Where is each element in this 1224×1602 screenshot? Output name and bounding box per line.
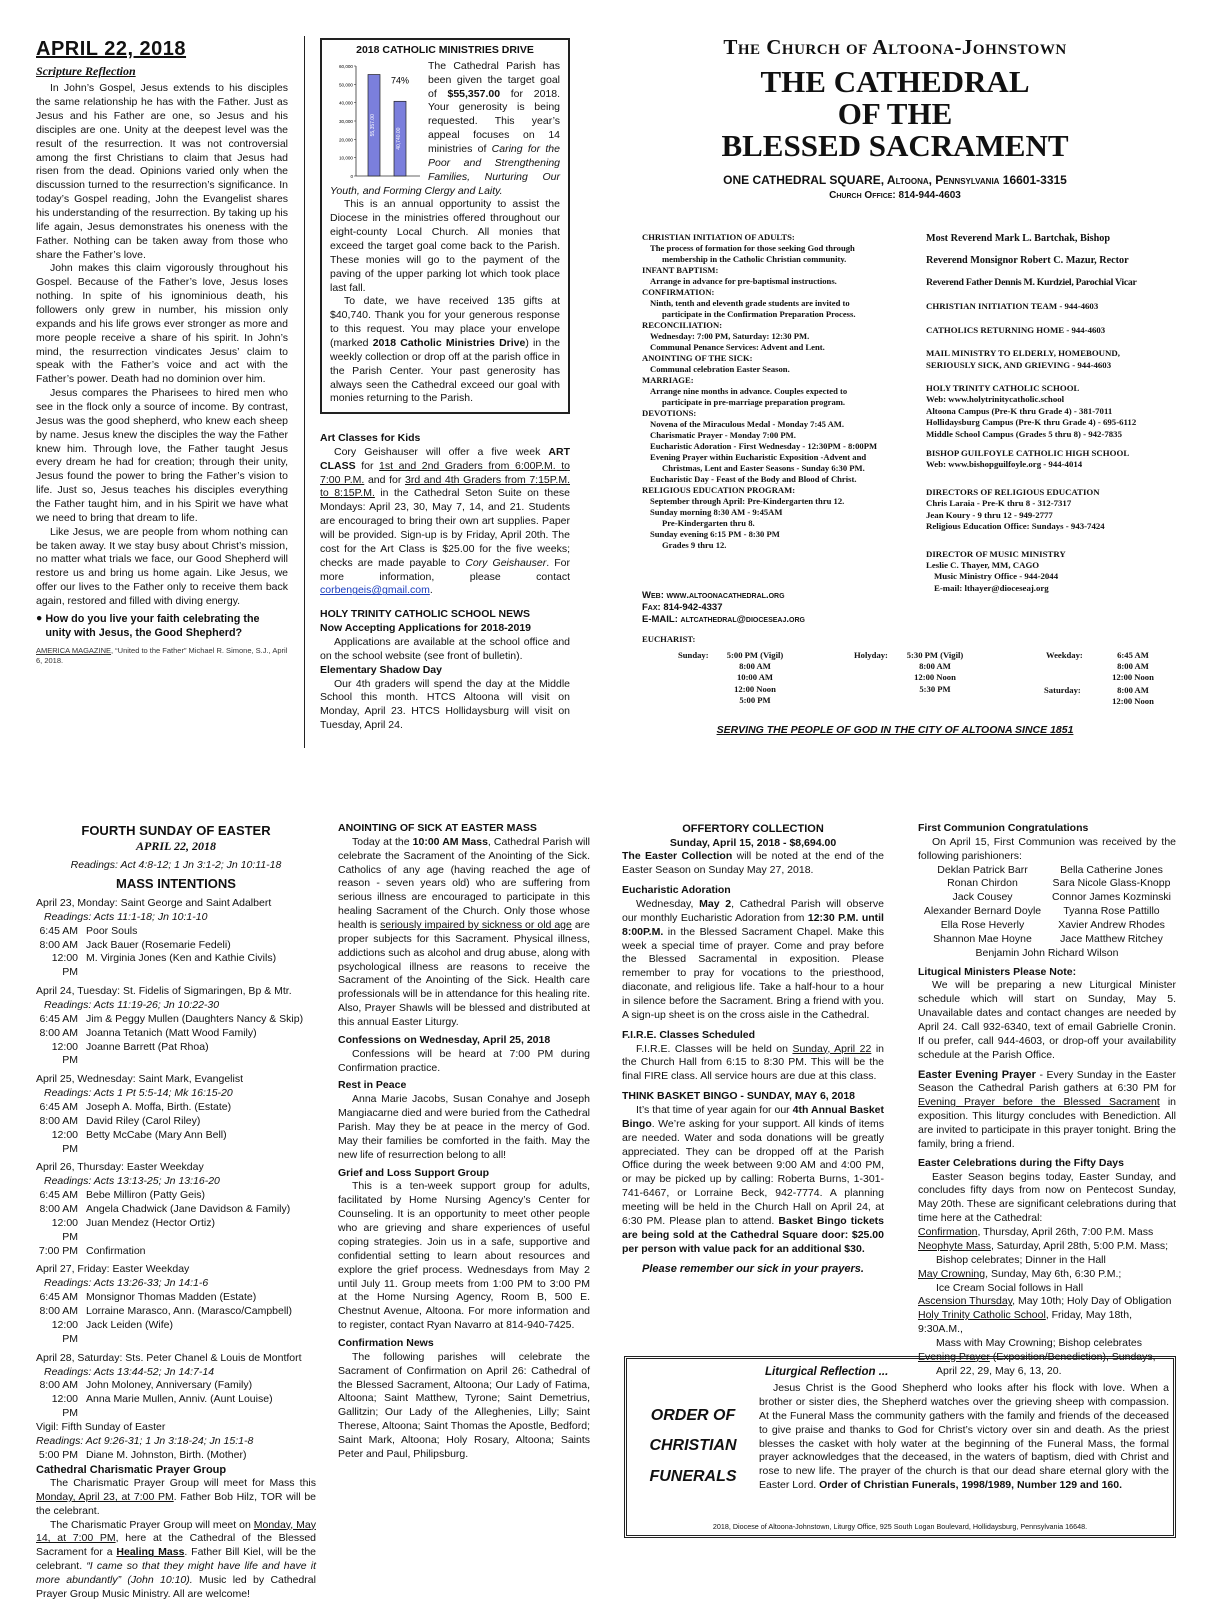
art-and-school-column: [320, 432, 570, 733]
easter-collection: The Easter Collection will be noted at the end of the Easter Season on Sunday May 27, 2018.: [622, 850, 884, 877]
sacrament-heading: CHRISTIAN INITIATION OF ADULTS:: [642, 232, 795, 242]
mass-days: [36, 897, 316, 1421]
masthead: [600, 34, 1190, 203]
col4: [918, 822, 1176, 1379]
music-line: E-mail: lthayer@dioceseaj.org: [934, 582, 1049, 593]
sacrament-line: Wednesday: 7:00 PM, Saturday: 12:30 PM.: [650, 331, 810, 341]
htcs-heading: HOLY TRINITY CATHOLIC SCHOOL: [926, 382, 1080, 393]
sacrament-line: September through April: Pre-Kindergarten thru 12.: [650, 496, 845, 506]
adoration-para: Wednesday, May 2, Cathedral Parish will observe our monthly Eucharistic Adoration from 12:30 P.M. until 8:00P.M. in the Blessed Sacrament Chapel. Make this week a special time of prayer. Come and pray before the Blessed Sacramental in exposition. Please remember to pray for vocations to the priesthood, diaconate, and religious life. Take a half-hour to a hour in silence before the Sacrament. Bring a friend with you. A sign-up sheet is on the cross aisle in the Cathedral.: [622, 897, 885, 1021]
art-para: Cory Geishauser will offer a five week ART CLASS for 1st and 2nd Graders from 6:00P.M. to 7:00 P.M. and for 3rd and 4th Graders from 7:15P.M. to 8:15P.M. in the Cathedral Seton Suite on these Mondays: April 23, 30, May 7, 14, and 21. Students are encouraged to bring their own art supplies. Paper will be provided. Sign-up is by Friday, April 20th. The cost for the Art Class is $25.00 for the five weeks; checks are made payable to Cory Geishauser. For more information, please contact corbengeis@gmail.com.: [320, 445, 571, 597]
drive-title: 2018 CATHOLIC MINISTRIES DRIVE: [356, 44, 534, 56]
sunday-times: [712, 650, 798, 706]
communicant-name: Deklan Patrick Barr: [937, 863, 1028, 876]
drive-para-2: This is an annual opportunity to assist the Diocese in the ministries offered throughout our eight-county Local Church. All monies that exceed the target goal come back to the Parish. These monies will go to the payment of the paving of the upper parking lot which took place last fall.: [330, 198, 560, 294]
rest-para: Anna Marie Jacobs, Susan Conahye and Joseph Mangiacarne died and were buried from the Cathedral Parish. May they be at peace in the mercy of God. May their families be comforted in the faith. May the new life of resurrection belong to all!: [338, 1093, 590, 1161]
mass-intention: John Moloney, Anniversary (Family): [86, 1379, 253, 1392]
celebration-detail: , May 10th; Holy Day of Obligation: [1012, 1295, 1172, 1308]
col3: [622, 822, 884, 1277]
grief-para: This is a ten-week support group for adults, facilitated by Home Nursing Agency’s Center for Counseling. It is an opportunity to meet other people who are grieving and share experiences of useful coping strategies. Join us in a safe, supportive and confidential setting to learn about resources and explore the grief process. Wednesdays from May 2 until July 11. Group meets from 1:00 PM to 3:00 PM at the Home Nursing Agency, Room B, 500 E. Chestnut Avenue, Altoona. For more information and to register, contact Ryan Navarro at 814-940-7425.: [338, 1180, 590, 1332]
sacrament-line: participate in pre-marriage preparation program.: [662, 397, 846, 407]
parochial-vicar: Reverend Father Dennis M. Kurdziel, Parochial Vicar: [926, 276, 1137, 288]
funerals-box: [624, 1356, 1176, 1538]
grief-title: Grief and Loss Support Group: [338, 1166, 490, 1179]
celebration-name: Confirmation: [918, 1226, 978, 1239]
htcs-sub-1: Now Accepting Applications for 2018-2019: [320, 622, 532, 635]
mass-day-readings: Readings: Acts 13:13-25; Jn 13:16-20: [44, 1175, 220, 1188]
sacrament-line: Arrange nine months in advance. Couples expected to: [650, 386, 848, 396]
sacrament-line: Eucharistic Adoration - First Wednesday - 12:30PM - 8:00PM: [650, 441, 878, 451]
celebration-name: Evening Prayer: [918, 1350, 990, 1363]
saturday-label: Saturday:: [1044, 685, 1081, 695]
communicant-name: Shannon Mae Hoyne: [933, 932, 1032, 945]
ministers-title: Litugical Ministers Please Note:: [918, 965, 1077, 978]
mass-intention: Joanne Barrett (Pat Rhoa): [86, 1040, 209, 1053]
bg-heading: BISHOP GUILFOYLE CATHOLIC HIGH SCHOOL: [926, 448, 1130, 459]
sacrament-line: Christmas, Lent and Easter Seasons - Sunday 6:30 PM.: [662, 463, 865, 473]
anointing-para: Today at the 10:00 AM Mass, Cathedral Parish will celebrate the Sacrament of the Anointing of the Sick. Catholics of any age (having reached the age of reason - seven years old) who are suffering from serious illness are encouraged to participate in this healing Sacrament of the Church. Only those whose health is seriously impaired by sickness or old age are proper subjects for this Sacrament. Physical illness, addictions such as alcohol and drug abuse, along with psychological illness are reasons to receive the Sacrament of the Anointing of the Sick. Health care professionals will be in attendance for this healing rite. Also, Prayer Shawls will be blessed and distributed at this annual Easter Liturgy.: [338, 835, 591, 1029]
reflection-para-4: Like Jesus, we are people from whom nothing can be taken away. It we stay busy about Christ’s mission, no matter what trials we face, our Good Shepherd will restore us and bring us home again. Like Jesus, we offer our lives to the Father only to receive them back again, restored and filled with diving energy.: [36, 525, 288, 608]
confessions-para: Confessions will be heard at 7:00 PM during Confirmation practice.: [338, 1047, 590, 1074]
sunday-time: 10:00 AM: [736, 672, 774, 683]
mass-entry: [36, 939, 316, 953]
cathedral-name-1: THE CATHEDRAL: [760, 63, 1030, 99]
mass-intention: David Riley (Carol Riley): [86, 1114, 201, 1127]
sacrament-line: Communal celebration Easter Season.: [650, 364, 790, 374]
chart-tick-label: 30,000: [338, 118, 353, 124]
celebration-detail: , Thursday, April 26th, 7:00 P.M. Mass: [977, 1226, 1154, 1239]
communicant-name: Sara Nicole Glass-Knopp: [1052, 877, 1171, 890]
adoration-title: Eucharistic Adoration: [622, 884, 731, 897]
mass-time: 6:45 AM: [39, 924, 78, 937]
sacrament-line: Sunday evening 6:15 PM - 8:30 PM: [650, 529, 780, 539]
mass-entry: [36, 1203, 316, 1217]
chart-tick-label: 60,000: [338, 63, 353, 69]
vigil-readings: Readings: Act 9:26-31; 1 Jn 3:18-24; Jn 15:1-8: [36, 1434, 254, 1447]
confessions-title: Confessions on Wednesday, April 25, 2018: [338, 1033, 551, 1046]
communicant-name: Jace Matthew Ritchey: [1060, 932, 1163, 945]
charismatic-para-1: The Charismatic Prayer Group will meet for Mass this Monday, April 23, at 7:00 PM. Father Bob Hilz, TOR will be the celebrant.: [36, 1477, 316, 1517]
holyday-time: 12:00 Noon: [914, 672, 956, 683]
chart-tick-label: 0: [350, 173, 353, 179]
reflection-question: ● How do you live your faith celebrating the unity with Jesus, the Good Shepherd?: [36, 611, 260, 640]
celebration-name: May Crowning: [918, 1267, 986, 1280]
celebration-item: [918, 1268, 1176, 1282]
weekday-time: 8:00 AM: [1117, 661, 1149, 672]
communicant-name: Ronan Chirdon: [947, 877, 1018, 890]
mass-day-title: April 27, Friday: Easter Weekday: [36, 1263, 190, 1276]
htcs-para-2: Our 4th graders will spend the day at the Middle School this month. HTCS Altoona will visit on Monday, April 23. HTCS Hollidaysburg will visit on Tuesday, April 24.: [320, 677, 570, 732]
mass-entry: [36, 1379, 316, 1393]
eucharist-heading: EUCHARIST:: [642, 634, 696, 644]
sacrament-line: Sunday morning 8:30 AM - 9:45AM: [650, 507, 783, 517]
office-phone: Church Office: 814-944-4603: [829, 190, 961, 202]
chart-tick-label: 40,000: [338, 100, 353, 106]
celebration-item: [918, 1309, 1176, 1337]
htcs-sub-2: Elementary Shadow Day: [320, 663, 442, 676]
ministers-para: We will be preparing a new Liturgical Minister schedule which will start on Sunday, May 5. Unavailable dates and contact changes are needed by April 24. Call 932-6340, text of email Gabrielle Cronin. If ou prefer, call 944-4603, or drop-off your availability schedule at the Parish Office.: [918, 979, 1176, 1061]
sacrament-line: participate in the Confirmation Preparation Process.: [662, 309, 856, 319]
music-line: Music Ministry Office - 944-2044: [934, 571, 1059, 582]
communicant-name: Alexander Bernard Doyle: [923, 905, 1042, 918]
sunday-time: 5:00 PM: [739, 694, 771, 705]
sacrament-line: Charismatic Prayer - Monday 7:00 PM.: [650, 430, 796, 440]
mass-entry: [36, 1319, 316, 1347]
mass-entry: [36, 1217, 316, 1245]
scripture-column: [36, 36, 288, 666]
htcs-line: Middle School Campus (Grades 5 thru 8) - 942-7835: [926, 428, 1122, 439]
drive-para-3: To date, we have received 135 gifts at $40,740. Thank you for your generous response to this request. You may place your envelope (marked 2018 Catholic Ministries Drive) in the weekly collection or drop off at the parish office in the Parish Center. Your past generosity has always seen the Cathedral exceed our goal with monies returning to the Parish.: [330, 295, 561, 405]
mass-entry: [36, 952, 316, 980]
sacrament-line: Ninth, tenth and eleventh grade students are invited to: [650, 298, 850, 308]
mass-intention: Betty McCabe (Mary Ann Bell): [86, 1128, 227, 1141]
reflection-source: AMERICA MAGAZINE, “United to the Father” Michael R. Simone, S.J., April 6, 2018.: [36, 646, 288, 666]
website[interactable]: Web: www.altoonacathedral.org: [642, 590, 785, 601]
bishop: Most Reverend Mark L. Bartchak, Bishop: [926, 233, 1111, 244]
ministries-drive-box: [320, 38, 570, 414]
mass-intention: Monsignor Thomas Madden (Estate): [86, 1291, 257, 1304]
evening-prayer-para: Easter Evening Prayer - Every Sunday in the Easter Season the Cathedral Parish gathers at 6:30 PM for Evening Prayer before the Blessed Sacrament in exposition. This liturgy concludes with Benediction. All are invited to participate in this prayer tonight. Bring the family, bring a friend.: [918, 1068, 1176, 1150]
mass-entry: [36, 1013, 316, 1027]
celebration-item: [918, 1282, 1176, 1296]
htcs-title: HOLY TRINITY CATHOLIC SCHOOL NEWS: [320, 608, 531, 621]
sick-prayer: Please remember our sick in your prayers.: [642, 1263, 864, 1276]
holyday-time: 5:30 PM (Vigil): [906, 650, 964, 660]
rest-title: Rest in Peace: [338, 1079, 407, 1092]
chart-tick-label: 10,000: [338, 155, 353, 161]
bingo-title: THINK BASKET BINGO - SUNDAY, MAY 6, 2018: [622, 1090, 856, 1103]
mass-time: 12:00 PM: [51, 952, 78, 979]
mass-time: 6:45 AM: [39, 1291, 78, 1304]
mass-intention: Angela Chadwick (Jane Davidson & Family): [86, 1203, 291, 1216]
sacrament-line: The process of formation for those seeking God through: [650, 243, 855, 253]
sunday-title: FOURTH SUNDAY OF EASTER: [81, 823, 271, 838]
mass-time: 7:00 PM: [38, 1244, 78, 1257]
mass-intentions-column: [36, 822, 316, 1602]
htcs-lines: [926, 394, 1186, 440]
returning-home: CATHOLICS RETURNING HOME - 944-4603: [926, 324, 1106, 335]
drive-chart: [330, 60, 422, 184]
celebrations-title: Easter Celebrations during the Fifty Days: [918, 1156, 1124, 1169]
sacrament-line: Communal Penance Services: Advent and Lent.: [650, 342, 825, 352]
weekday-label: Weekday:: [1046, 650, 1083, 660]
mass-intention: Poor Souls: [86, 924, 138, 937]
celebration-item: [918, 1240, 1176, 1254]
art-title: Art Classes for Kids: [320, 432, 421, 444]
mass-day-title: April 25, Wednesday: Saint Mark, Evangelist: [36, 1073, 243, 1086]
mass-entry: [36, 1393, 316, 1421]
celebration-name: Ascension Thursday: [918, 1295, 1013, 1308]
chart-tick-label: 20,000: [338, 137, 353, 143]
sacrament-line: Arrange in advance for pre-baptismal instructions.: [650, 276, 837, 286]
communicant-name: Ella Rose Heverly: [940, 919, 1025, 932]
celebration-detail: , Sunday, May 6th, 6:30 P.M.;: [985, 1267, 1122, 1280]
initiation-team: CHRISTIAN INITIATION TEAM - 944-4603: [926, 301, 1099, 312]
mass-time: 12:00 PM: [51, 1393, 78, 1420]
celebration-item: [918, 1254, 1176, 1268]
sacrament-heading: RELIGIOUS EDUCATION PROGRAM:: [642, 485, 796, 495]
mass-time: 8:00 AM: [39, 1026, 78, 1039]
mass-time: 12:00 PM: [51, 1040, 78, 1067]
reflection-para-1: In John’s Gospel, Jesus extends to his disciples the same relationship he has with the Father. Just as Jesus and his Father are one, so Jesus and his disciples are one. Unity at the deepest level was the result of the resurrection. It was not controversial among the first Christians to claim that Jesus had risen from the dead. Opinions varied only when the discussion turned to the resurrection’s significance. In today’s Gospel reading, John the Evangelist shares his understanding of the resurrection. By taking up his life again, Jesus demonstrates his oneness with the Father. Nothing can be taken away from those who share the Father’s love.: [36, 82, 288, 261]
sacrament-line: membership in the Catholic Christian community.: [662, 254, 847, 264]
mass-entry: [36, 1189, 316, 1203]
clergy-contacts: [926, 232, 1186, 594]
mail-ministry-2: SERIOUSLY SICK, AND GRIEVING - 944-4603: [926, 359, 1112, 370]
diocese-name: The Church of Altoona-Johnstown: [723, 35, 1067, 59]
weekday-time: 12:00 Noon: [1112, 672, 1154, 683]
email[interactable]: E-MAIL: altcathedral@dioceseaj.org: [642, 613, 805, 625]
saturday-time: 12:00 Noon: [1112, 696, 1154, 707]
htcs-line: Altoona Campus (Pre-K thru Grade 4) - 381-7011: [926, 405, 1113, 416]
chart-tick-label: 50,000: [338, 82, 353, 88]
address: ONE CATHEDRAL SQUARE, Altoona, Pennsylvania 16601-3315: [723, 173, 1067, 188]
vigil-title: Vigil: Fifth Sunday of Easter: [36, 1420, 166, 1433]
dre-line: Chris Laraia - Pre-K thru 8 - 312-7317: [926, 498, 1072, 509]
first-communion-para: On April 15, First Communion was received by the following parishioners:: [918, 835, 1176, 862]
mass-intentions-heading: MASS INTENTIONS: [116, 875, 236, 891]
mass-intention: Bebe Milliron (Patty Geis): [86, 1189, 206, 1202]
dre-line: Religious Education Office: Sundays - 943-7424: [926, 521, 1105, 532]
mass-time: 8:00 AM: [39, 1305, 78, 1318]
weekday-time: 6:45 AM: [1117, 650, 1149, 660]
funerals-label: ORDER OF CHRISTIAN FUNERALS: [649, 1407, 737, 1485]
sunday-date: APRIL 22, 2018: [136, 839, 216, 854]
mass-time: 8:00 AM: [39, 938, 78, 951]
sacrament-heading: INFANT BAPTISM:: [642, 265, 719, 275]
htcs-line: Web: www.holytrinitycatholic.school: [926, 394, 1065, 405]
offertory-amount: Sunday, April 15, 2018 - $8,694.00: [669, 836, 837, 849]
fire-title: F.I.R.E. Classes Scheduled: [622, 1028, 756, 1041]
mass-time: 12:00 PM: [51, 1128, 78, 1155]
funerals-text: [759, 1365, 1169, 1493]
mass-intention: Anna Marie Mullen, Anniv. (Aunt Louise): [86, 1393, 273, 1406]
weekday-times: [1098, 650, 1168, 684]
sacrament-line: Grades 9 thru 12.: [662, 540, 727, 550]
htcs-para-1: Applications are available at the school office and on the school website (see front of bulletin).: [320, 636, 570, 662]
mass-time: 8:00 AM: [39, 1114, 78, 1127]
reflection-para-2: John makes this claim vigorously throughout his Gospel. Because of the Father’s love, Jesus loses nothing. In spite of his ignominious death, his followers only grew in number, his mission only expands and his life grows ever stronger as more and more people receive a share of his spirit. In John’s mind, the resurrection vindicates Jesus’ claim to speak with the Father’s voice and act with the Father’s power. Death had no dominion over him.: [36, 262, 288, 386]
chart-percent-label: 74%: [390, 75, 410, 86]
mass-entry: [36, 1129, 316, 1157]
celebration-detail: April 22, 29, May 6, 13, 20.: [936, 1364, 1062, 1377]
first-communion-title: First Communion Congratulations: [918, 822, 1089, 834]
anointing-title: ANOINTING OF SICK AT EASTER MASS: [338, 822, 537, 834]
mass-intention: Jack Bauer (Rosemarie Fedeli): [86, 938, 231, 951]
sacrament-heading: MARRIAGE:: [642, 375, 694, 385]
mass-day-readings: Readings: Acts 11:1-18; Jn 10:1-10: [44, 910, 208, 923]
art-email-link[interactable]: corbengeis@gmail.com: [320, 584, 430, 597]
mass-time: 12:00 PM: [51, 1216, 78, 1243]
funeral-title: Liturgical Reflection ...: [765, 1366, 889, 1378]
holyday-times: [890, 650, 980, 695]
offertory-title: OFFERTORY COLLECTION: [682, 823, 824, 835]
celebration-name: Neophyte Mass: [918, 1239, 991, 1252]
mass-intention: Jim & Peggy Mullen (Daughters Nancy & Skip): [86, 1012, 304, 1025]
fire-para: F.I.R.E. Classes will be held on Sunday, April 22 in the Church Hall from 6:15 to 8:30 PM. This will be the final FIRE class. All service hours are due at this class.: [622, 1042, 884, 1083]
bg-line: Web: www.bishopguilfoyle.org - 944-4014: [926, 459, 1083, 470]
dre-heading: DIRECTORS OF RELIGIOUS EDUCATION: [926, 486, 1100, 497]
mass-intention: M. Virginia Jones (Ken and Kathie Civils): [86, 952, 277, 965]
contact-block: [642, 590, 912, 626]
chart-bar-label: 40,740.00: [396, 127, 402, 150]
mass-day-title: April 28, Saturday: Sts. Peter Chanel & Louis de Montfort: [36, 1351, 302, 1364]
mass-entry: [36, 1305, 316, 1319]
bullet-icon: ●: [36, 611, 43, 624]
rector: Reverend Monsignor Robert C. Mazur, Rector: [926, 255, 1129, 267]
celebration-item: [918, 1337, 1176, 1351]
chart-bar-label: 55,357.00: [370, 113, 376, 137]
celebration-detail: (Exposition/Benediction), Sundays,: [989, 1350, 1156, 1363]
celebration-detail: Bishop celebrates; Dinner in the Hall: [936, 1253, 1106, 1266]
divider: [304, 36, 305, 748]
sacrament-heading: RECONCILIATION:: [642, 320, 723, 330]
mass-time: 12:00 PM: [51, 1318, 78, 1345]
mass-time: 8:00 AM: [39, 1203, 78, 1216]
celebration-item: [918, 1295, 1176, 1309]
confirmation-news-title: Confirmation News: [338, 1336, 434, 1349]
celebration-detail: Mass with May Crowning; Bishop celebrates: [936, 1336, 1143, 1349]
mass-time: 6:45 AM: [39, 1101, 78, 1114]
bulletin-date: APRIL 22, 2018: [36, 38, 187, 60]
sunday-readings: Readings: Act 4:8-12; 1 Jn 3:1-2; Jn 10:11-18: [70, 858, 282, 871]
htcs-line: Hollidaysburg Campus (Pre-K thru Grade 4) - 695-6112: [926, 417, 1137, 428]
mass-time: 6:45 AM: [39, 1189, 78, 1202]
mass-intention: Confirmation: [86, 1244, 146, 1257]
mass-time: 8:00 AM: [39, 1379, 78, 1392]
celebration-name: Holy Trinity Catholic School: [918, 1309, 1046, 1322]
celebration-detail: , Friday, May 18th, 9:30A.M.,: [918, 1309, 1132, 1336]
mass-intention: Lorraine Marasco, Ann. (Marasco/Campbell): [86, 1305, 293, 1318]
mass-intention: Joanna Tetanich (Matt Wood Family): [86, 1026, 257, 1039]
mass-day-readings: Readings: Acts 13:44-52; Jn 14:7-14: [44, 1365, 215, 1378]
music-lines: [926, 560, 1186, 594]
mass-day-title: April 23, Monday: Saint George and Saint Adalbert: [36, 897, 272, 909]
sacrament-line: Novena of the Miraculous Medal - Monday 7:45 AM.: [650, 419, 845, 429]
confirmation-news-para: The following parishes will celebrate the Sacrament of Confirmation on April 26: Cathedral of the Blessed Sacrament, Altoona; Our Lady of Fatima, Altoona; Saint Matthew, Tyrone; Saint Demetrius, Gallitzin; Our Lady of the Alleghenies, Lilly; Saint Therese, Altoona; Saint Thomas the Apostle, Bedford; Saint Mark, Altoona; Holy Rosary, Altoona; Saints Peter and Paul, Philipsburg.: [338, 1350, 590, 1460]
mass-entry: [36, 1115, 316, 1129]
sacrament-heading: ANOINTING OF THE SICK:: [642, 353, 753, 363]
sacrament-heading: DEVOTIONS:: [642, 408, 697, 418]
communicant-names: [918, 864, 1176, 947]
mass-entry: [36, 1027, 316, 1041]
col2: [338, 822, 590, 1462]
fax: Fax: 814-942-4337: [642, 601, 723, 613]
saturday-time: 8:00 AM: [1117, 685, 1149, 695]
celebration-detail: , Saturday, April 28th, 5:00 P.M. Mass;: [990, 1239, 1168, 1252]
sacrament-line: Pre-Kindergarten thru 8.: [662, 518, 755, 528]
drive-para-1: The Cathedral Parish has been given the target goal of $55,357.00 for 2018. Your generosity is being requested. This year’s appeal focuses on 14 ministries of Caring for the Poor and Strengthening Families, Nurturing Our Youth, and Forming Clergy and Laity.: [330, 59, 561, 197]
communicant-last: Benjamin John Richard Wilson: [975, 946, 1119, 959]
dre-line: Jean Koury - 9 thru 12 - 949-2777: [926, 509, 1053, 520]
mass-entry: [36, 1101, 316, 1115]
dre-lines: [926, 498, 1186, 532]
sacrament-line: Evening Prayer within Eucharistic Exposition -Advent and: [650, 452, 867, 462]
cathedral-name-2: OF THE: [837, 95, 953, 131]
communicant-name: Connor James Kozminski: [1051, 891, 1172, 904]
reflection-para-3: Jesus compares the Pharisees to hired men who see in the flock only a source of income. By contrast, Jesus was the good shepherd, who knew each sheep by name. Jesus knew the disciples the way the Father knew him. Through love, the Father taught Jesus every dream he had for creation; through their unity, Jesus found the power to bring the Father’s vision to life. Just so, Jesus teaches his disciples everything the Father taught him, and in his Spirit we have what we need to bring that dream to life.: [36, 387, 288, 524]
saturday-times: [1098, 685, 1168, 707]
communicant-name: Xavier Andrew Rhodes: [1058, 919, 1165, 932]
funeral-para: Jesus Christ is the Good Shepherd who looks after his flock with love. When a brother or sister dies, the Shepherd watches over the grieving sheep with compassion. At the Funeral Mass the community gathers with the family and friends of the deceased to give praise and thanks to God for Christ’s victory over sin and death. As the priest blesses the casket with holy water at the beginning of the Funeral Mass, the formal prayer acknowledges that the deceased, in the waters of baptism, died with Christ and rose to new life. The prayer of the church is that our dead share eternal glory with the Easter Lord. Order of Christian Funerals, 1998/1989, Number 129 and 160.: [759, 1382, 1169, 1492]
holyday-time: 5:30 PM: [919, 683, 951, 694]
reflection-title: Scripture Reflection: [36, 64, 136, 79]
charismatic-para-2: The Charismatic Prayer Group will meet on Monday, May 14, at 7:00 PM, here at the Cathedral of the Blessed Sacrament for a Healing Mass. Father Bill Kiel, will be the celebrant. “I came so that they might have life and have it more abundantly” (John 10:10). Music led by Cathedral Prayer Group Music Ministry. All are welcome!: [36, 1518, 316, 1600]
mass-intention: Juan Mendez (Hector Ortiz): [86, 1216, 215, 1229]
mass-intention: Joseph A. Moffa, Birth. (Estate): [86, 1101, 232, 1114]
celebrations-para: Easter Season begins today, Easter Sunday, and concludes fifty days from now on Pentecost Sunday, May 20th. These are significant celebrations during that time here at the Cathedral:: [918, 1170, 1176, 1225]
mass-entry: [36, 1291, 316, 1305]
mass-entry: [36, 1041, 316, 1069]
serving-slogan: SERVING THE PEOPLE OF GOD IN THE CITY OF ALTOONA SINCE 1851: [716, 724, 1074, 736]
music-heading: DIRECTOR OF MUSIC MINISTRY: [926, 548, 1066, 559]
funeral-footer: 2018, Diocese of Altoona-Johnstown, Liturgy Office, 925 South Logan Boulevard, Hollidaysburg, Pennsylvania 16648.: [712, 1521, 1088, 1531]
mass-day-title: April 24, Tuesday: St. Fidelis of Sigmaringen, Bp & Mtr.: [36, 985, 292, 998]
mass-entry: [36, 1245, 316, 1259]
vigil-entry: 5:00 PM Diane M. Johnston, Birth. (Mother): [38, 1448, 247, 1461]
mass-day-readings: Readings: Acts 1 Pt 5:5-14; Mk 16:15-20: [44, 1087, 233, 1100]
sunday-label: Sunday:: [678, 650, 709, 660]
sacrament-heading: CONFIRMATION:: [642, 287, 715, 297]
sunday-time: 8:00 AM: [739, 661, 771, 672]
charismatic-title: Cathedral Charismatic Prayer Group: [36, 1463, 227, 1476]
communicant-name: Tyanna Rose Pattillo: [1063, 905, 1160, 918]
bingo-para: It’s that time of year again for our 4th Annual Basket Bingo. We’re asking for your support. All kinds of items are needed. Water and soda donations will be greatly appreciated. They can be dropped off at the Parish Office during the week between 9:00 AM and 4:00 PM, or may be picked up by calling: Roberta Burns, 1-301-741-6467, or Lorraine Beck, 942-7774. A planning meeting will be held in the Church Hall on April 24, at 6:30 PM. Please plan to attend. Basket Bingo tickets are being sold at the Cathedral Square door: $25.00 per person with value pack for an additional $30.: [622, 1103, 884, 1255]
music-line: Leslie C. Thayer, MM, CAGO: [926, 559, 1040, 570]
mass-entry: [36, 925, 316, 939]
mail-ministry-1: MAIL MINISTRY TO ELDERLY, HOMEBOUND,: [926, 348, 1120, 359]
mass-day-readings: Readings: Acts 11:19-26; Jn 10:22-30: [44, 999, 220, 1012]
mass-intention: Jack Leiden (Wife): [86, 1318, 173, 1331]
mass-day-title: April 26, Thursday: Easter Weekday: [36, 1161, 204, 1174]
communicant-name: Jack Cousey: [952, 891, 1013, 904]
holyday-time: 8:00 AM: [919, 661, 951, 672]
celebration-detail: Ice Cream Social follows in Hall: [936, 1281, 1084, 1294]
mass-time: 6:45 AM: [39, 1012, 78, 1025]
celebration-item: [918, 1226, 1176, 1240]
cathedral-name-3: BLESSED SACRAMENT: [721, 127, 1069, 163]
sunday-time: 5:00 PM (Vigil): [726, 650, 784, 660]
sunday-time: 12:00 Noon: [734, 683, 776, 694]
holyday-label: Holyday:: [854, 650, 888, 660]
communicant-name: Bella Catherine Jones: [1060, 863, 1163, 876]
mass-day-readings: Readings: Acts 13:26-33; Jn 14:1-6: [44, 1277, 209, 1290]
sacrament-line: Eucharistic Day - Feast of the Body and Blood of Christ.: [650, 474, 857, 484]
sacraments-list: [642, 232, 912, 551]
